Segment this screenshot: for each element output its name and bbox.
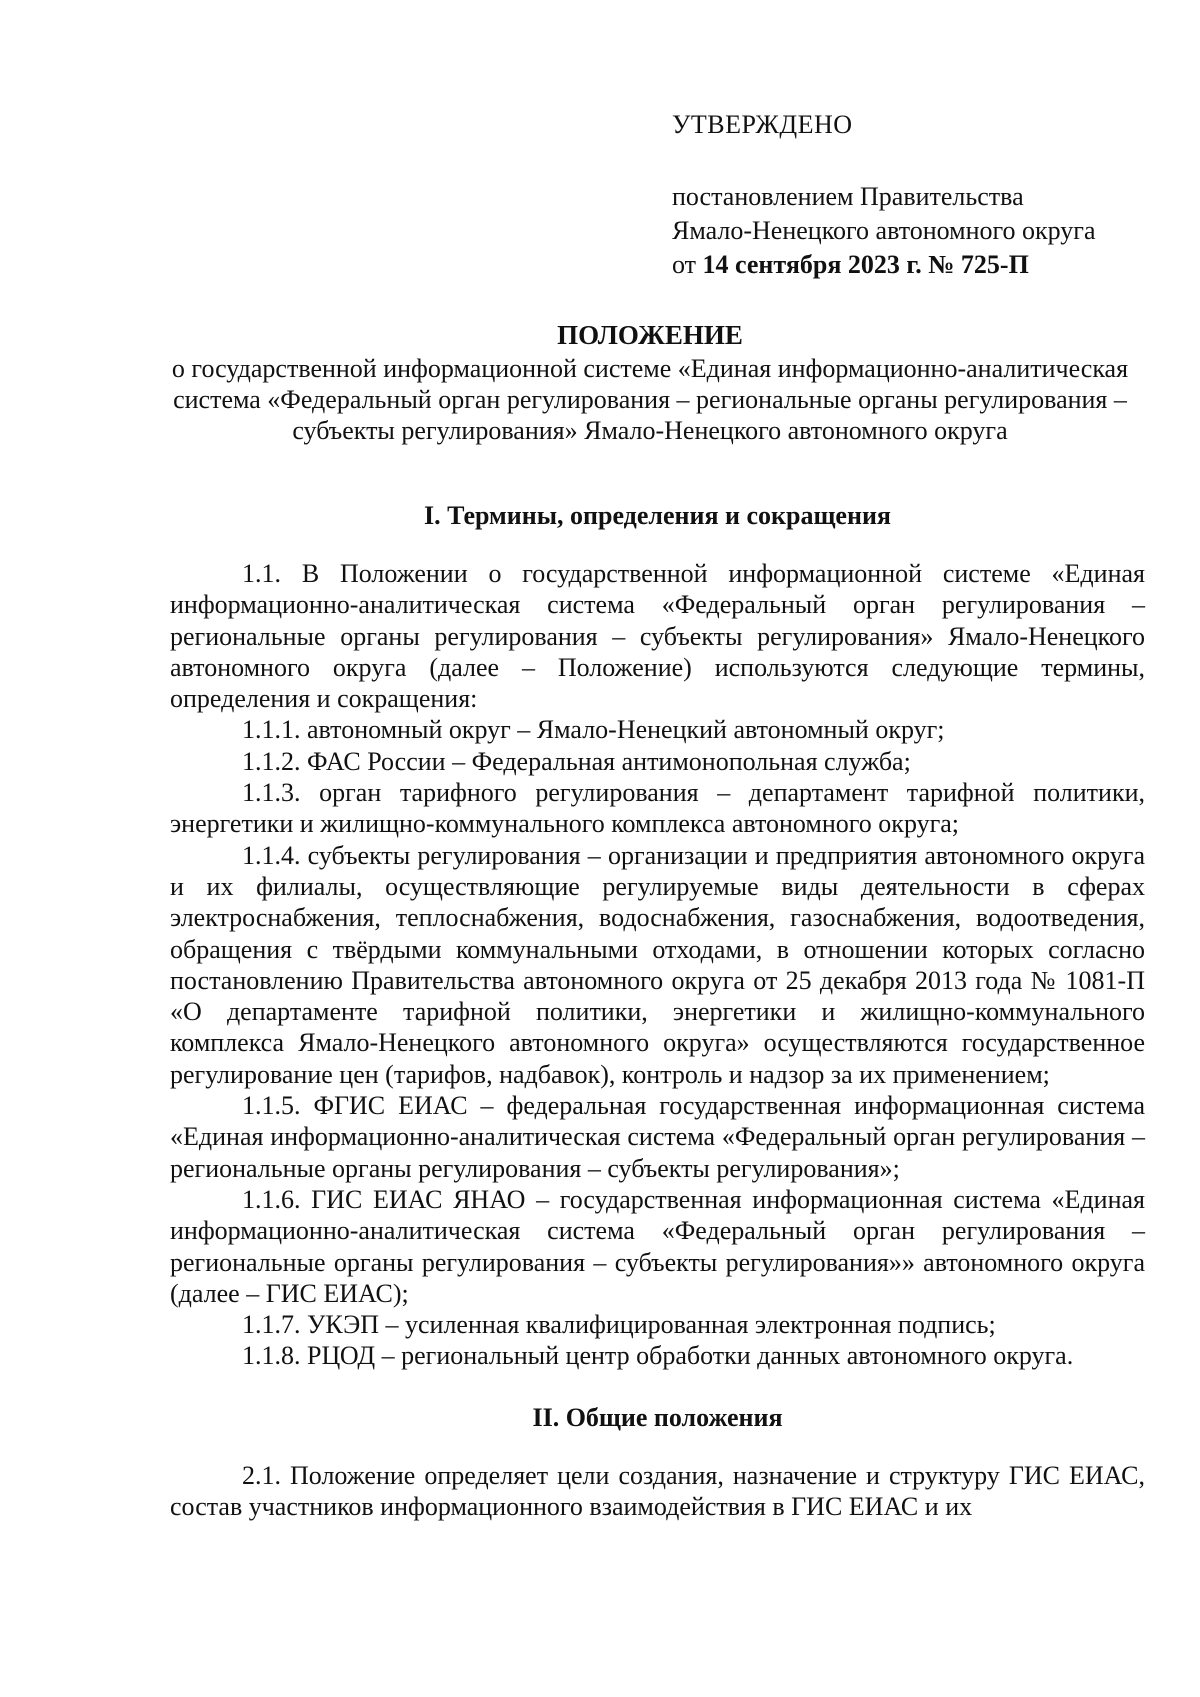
paragraph-1-1-6: 1.1.6. ГИС ЕИАС ЯНАО – государственная информационная система «Единая информационно-аналитическая система «Федеральный орган регулирования – региональные органы регулирования – субъекты регулирования»» автономного округа (далее – ГИС ЕИАС); [170,1184,1145,1308]
section-heading-1: I. Термины, определения и сокращения [423,501,891,530]
approval-heading: УТВЕРЖДЕНО [672,110,853,139]
section-heading-2: II. Общие положения [532,1402,783,1432]
section-1-content [170,558,1145,1372]
approval-line-2: Ямало-Ненецкого автономного округа [672,216,1096,245]
document-title: ПОЛОЖЕНИЕ [557,320,743,350]
approval-date-prefix: от [672,250,703,279]
paragraph-2-1: 2.1. Положение определяет цели создания, назначение и структуру ГИС ЕИАС, состав участников информационного взаимодействия в ГИС ЕИАС и их [170,1460,1145,1522]
document-subtitle: о государственной информационной системе «Единая информационно-аналитическая система «Федеральный орган регулирования – региональные органы регулирования – субъекты регулирования» Ямало-Ненецкого автономного округа [171,354,1129,445]
paragraph-1-1-4: 1.1.4. субъекты регулирования – организации и предприятия автономного округа и их филиалы, осуществляющие регулируемые виды деятельности в сферах электроснабжения, теплоснабжения, водоснабжения, газоснабжения, водоотведения, обращения с твёрдыми коммунальными отходами, в отношении которых согласно постановлению Правительства автономного округа от 25 декабря 2013 года № 1081-П «О департаменте тарифной политики, энергетики и жилищно-коммунального комплекса Ямало-Ненецкого автономного округа» осуществляются государственное регулирование цен (тарифов, надбавок), контроль и надзор за их применением; [170,840,1145,1089]
paragraph-1-1-5: 1.1.5. ФГИС ЕИАС – федеральная государственная информационная система «Единая информационно-аналитическая система «Федеральный орган регулирования – региональные органы регулирования – субъекты регулирования»; [170,1091,1145,1183]
section-2-content [170,1460,1145,1523]
approval-date-value: 14 сентября 2023 г. № 725-П [702,250,1029,279]
document-body [170,500,1145,1522]
paragraph-1-1-1: 1.1.1. автономный округ – Ямало-Ненецкий автономный округ; [242,715,945,745]
document-title-block [170,320,1130,446]
paragraph-1-1-3: 1.1.3. орган тарифного регулирования – департамент тарифной политики, энергетики и жилищно-коммунального комплекса автономного округа; [170,778,1145,839]
approval-stamp [672,108,1172,282]
paragraph-1-1: 1.1. В Положении о государственной информационной системе «Единая информационно-аналитическая система «Федеральный орган регулирования – региональные органы регулирования – субъекты регулирования» Ямало-Ненецкого автономного округа (далее – Положение) используются следующие термины, определения и сокращения: [170,559,1145,714]
approval-date-line [672,248,1172,282]
approval-line-1: постановлением Правительства [672,182,1024,211]
paragraph-1-1-7: 1.1.7. УКЭП – усиленная квалифицированная электронная подпись; [242,1310,996,1340]
paragraph-1-1-2: 1.1.2. ФАС России – Федеральная антимонопольная служба; [242,746,911,776]
paragraph-1-1-8: 1.1.8. РЦОД – региональный центр обработки данных автономного округа. [242,1341,1074,1371]
